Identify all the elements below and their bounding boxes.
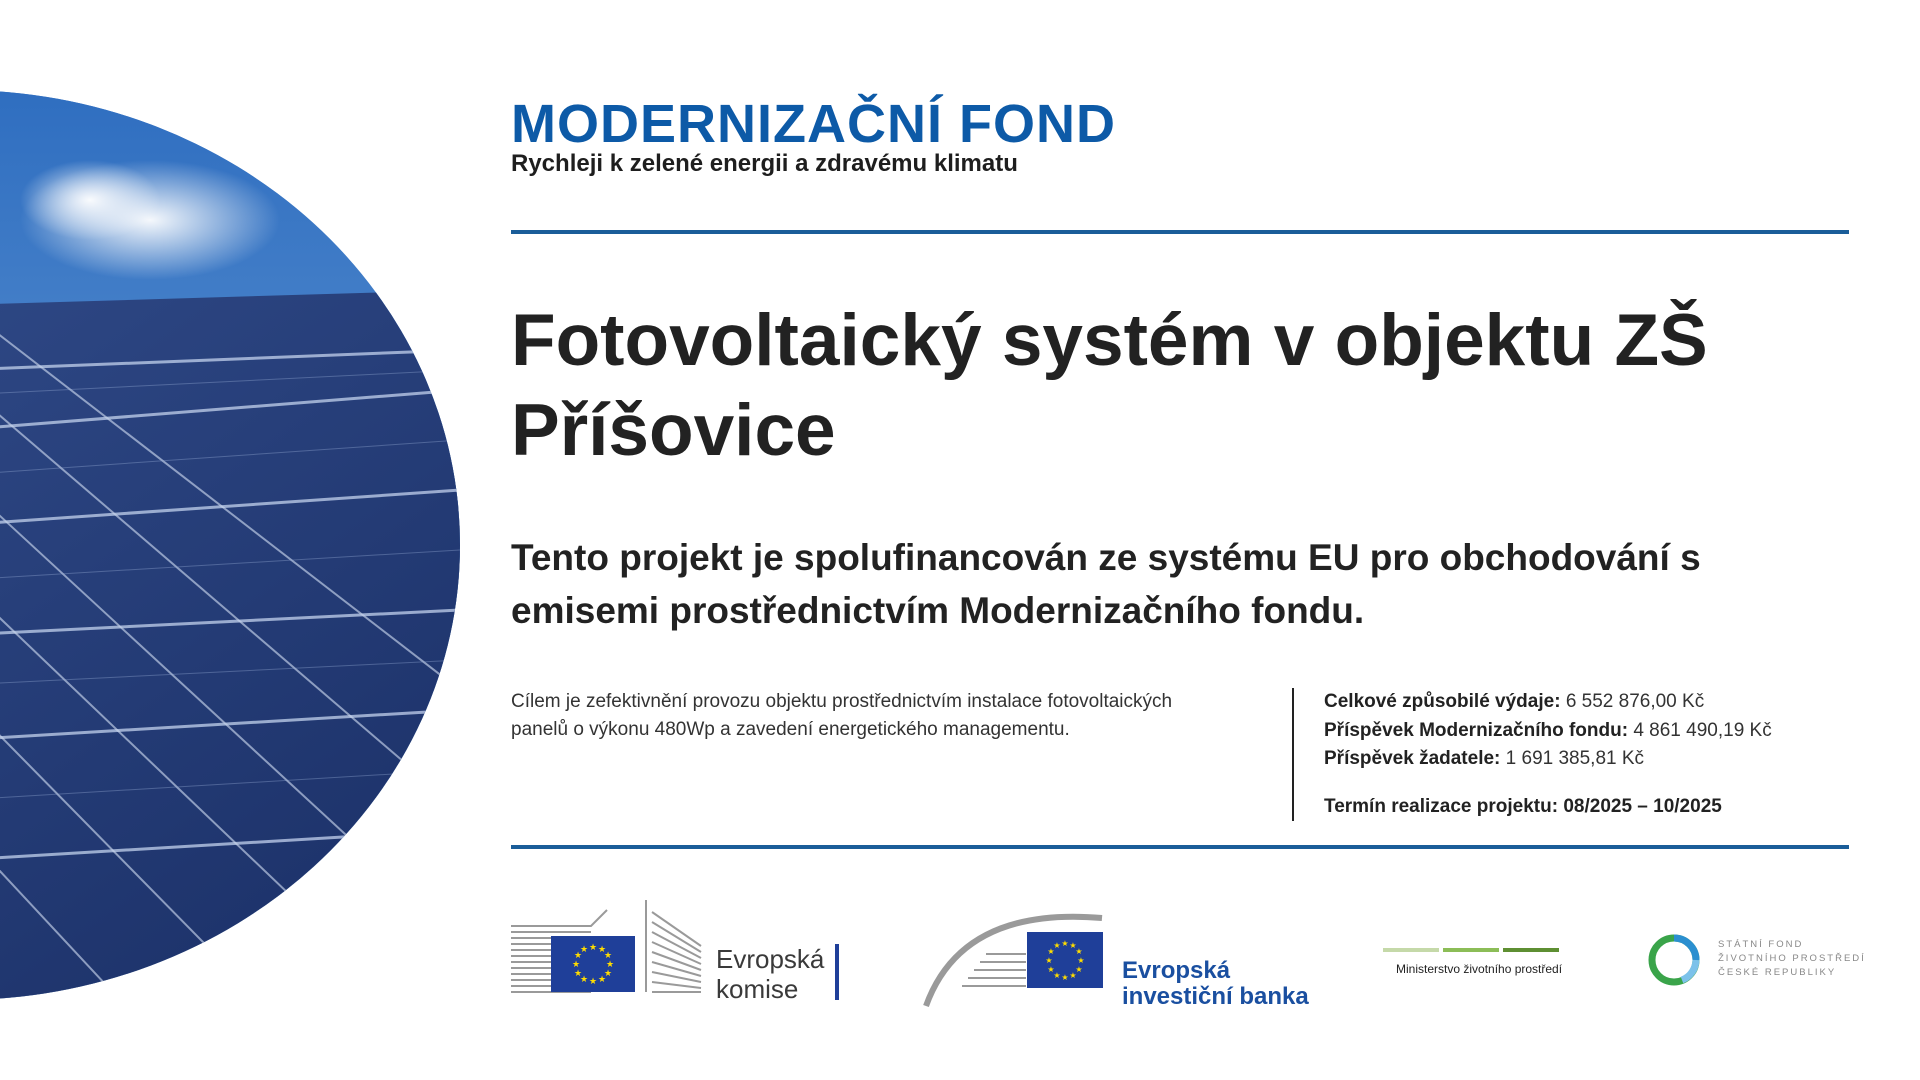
svg-text:★: ★ xyxy=(1075,965,1083,974)
svg-text:★: ★ xyxy=(1045,956,1053,965)
svg-text:★: ★ xyxy=(1069,941,1077,950)
svg-text:★: ★ xyxy=(1077,956,1085,965)
eib-label-line2: investiční banka xyxy=(1122,983,1309,1010)
solar-panel-image xyxy=(0,90,460,1000)
fund-contribution-value: 4 861 490,19 Kč xyxy=(1633,719,1772,741)
svg-text:★: ★ xyxy=(579,945,589,955)
applicant-contribution-label: Příspěvek žadatele: xyxy=(1324,748,1501,769)
mzp-stripes xyxy=(1383,948,1559,952)
sfzp-label-line1: STÁTNÍ FOND xyxy=(1718,939,1804,950)
svg-text:★: ★ xyxy=(1075,947,1083,956)
svg-text:★: ★ xyxy=(1047,965,1055,974)
svg-text:★: ★ xyxy=(1061,939,1069,948)
eligible-costs-label: Celkové způsobilé výdaje: xyxy=(1324,691,1561,712)
svg-text:★: ★ xyxy=(573,951,583,961)
eligible-costs-value: 6 552 876,00 Kč xyxy=(1565,691,1705,712)
project-term: Termín realizace projektu: 08/2025 – 10/2025 xyxy=(1324,795,1722,817)
state-environmental-fund-logo xyxy=(1644,930,1884,1000)
european-commission-logo xyxy=(511,892,841,1002)
eib-eu-flag-icon xyxy=(1027,932,1103,988)
eib-label xyxy=(1122,958,1309,1010)
vertical-divider xyxy=(1292,688,1294,821)
svg-text:★: ★ xyxy=(588,977,598,987)
sfzp-label-line3: ČESKÉ REPUBLIKY xyxy=(1718,967,1837,978)
svg-text:★: ★ xyxy=(1053,971,1061,980)
bottom-divider xyxy=(511,845,1849,849)
project-title: Fotovoltaický systém v objektu ZŠ Příšovice xyxy=(511,300,1708,471)
top-divider xyxy=(511,230,1849,234)
fund-contribution-label: Příspěvek Modernizačního fondu: xyxy=(1324,719,1629,741)
svg-text:★: ★ xyxy=(1047,947,1055,956)
mzp-label: Ministerstvo životního prostředí xyxy=(1396,962,1563,976)
sfzp-label-line2: ŽIVOTNÍHO PROSTŘEDÍ xyxy=(1718,953,1866,964)
modernization-fund-logo-subtitle: Rychleji k zelené energii a zdravému klimatu xyxy=(511,150,1018,177)
cofinancing-statement: Tento projekt je spolufinancován ze systému EU pro obchodování s emisemi prostřednictvím Modernizačního fondu. xyxy=(511,537,1701,631)
ministry-environment-logo xyxy=(1383,948,1563,988)
ec-label-line1: Evropská xyxy=(716,944,825,974)
european-investment-bank-logo xyxy=(922,898,1322,1008)
svg-text:★: ★ xyxy=(571,960,581,970)
sfzp-ring-icon xyxy=(1644,930,1704,990)
svg-text:★: ★ xyxy=(573,969,583,979)
svg-text:★: ★ xyxy=(1061,973,1069,982)
applicant-contribution-row xyxy=(1324,745,1884,774)
svg-text:★: ★ xyxy=(597,975,607,985)
svg-text:★: ★ xyxy=(605,960,615,970)
fund-contribution-row xyxy=(1324,717,1884,746)
svg-text:★: ★ xyxy=(1053,941,1061,950)
eu-flag-icon xyxy=(551,936,635,992)
svg-text:★: ★ xyxy=(603,969,613,979)
eib-label-line1: Evropská xyxy=(1122,957,1231,984)
svg-text:★: ★ xyxy=(588,943,598,953)
svg-text:★: ★ xyxy=(597,945,607,955)
svg-text:★: ★ xyxy=(1069,971,1077,980)
project-facts xyxy=(1324,688,1884,821)
ec-label xyxy=(716,944,824,1004)
partner-logos xyxy=(0,880,1920,1010)
ec-accent-bar xyxy=(835,944,839,1000)
svg-text:★: ★ xyxy=(603,951,613,961)
svg-text:★: ★ xyxy=(579,975,589,985)
project-description: Cílem je zefektivnění provozu objektu prostřednictvím instalace fotovoltaických panelů o výkonu 480Wp a zavedení energetického managementu. xyxy=(511,691,1173,740)
ec-label-line2: komise xyxy=(716,974,799,1004)
applicant-contribution-value: 1 691 385,81 Kč xyxy=(1505,748,1645,769)
eligible-costs-row xyxy=(1324,688,1884,717)
modernization-fund-logo-title: MODERNIZAČNÍ FOND xyxy=(511,94,1116,154)
sfzp-label xyxy=(1718,938,1866,980)
